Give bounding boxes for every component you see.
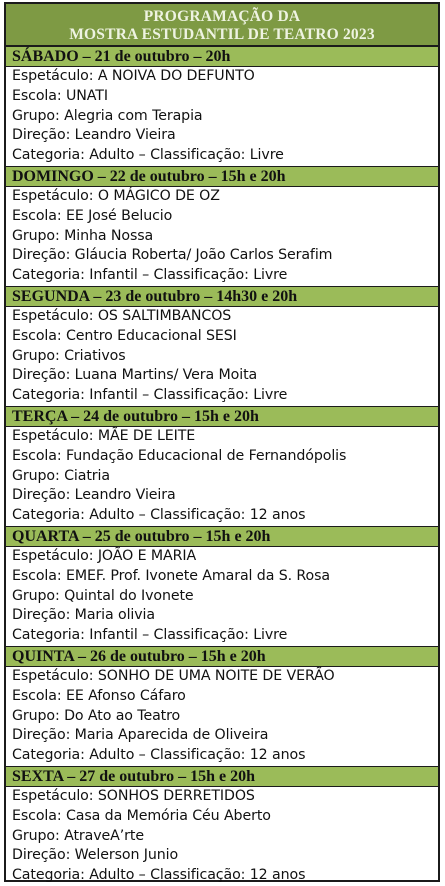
day-header: TERÇA – 24 de outubro – 15h e 20h	[6, 406, 438, 427]
direcao-text: Direção: Welerson Junio	[12, 847, 179, 864]
grupo-text: Grupo: AtraveA’rte	[12, 827, 145, 844]
day-block-quinta	[6, 646, 438, 766]
day-entry	[6, 667, 438, 766]
categoria-text: Categoria: Adulto – Classificação: 12 anos	[12, 867, 306, 884]
escola-text: Escola: Fundação Educacional de Fernandópolis	[12, 447, 347, 464]
day-header: SEGUNDA – 23 de outubro – 14h30 e 20h	[6, 286, 438, 307]
day-entry	[6, 187, 438, 286]
escola-text: Escola: EE José Belucio	[12, 207, 173, 224]
direcao-text: Direção: Gláucia Roberta/ João Carlos Serafim	[12, 247, 333, 264]
categoria-text: Categoria: Infantil – Classificação: Livre	[12, 627, 288, 644]
espetaculo-text: Espetáculo: SONHOS DERRETIDOS	[12, 788, 255, 804]
direcao-text: Direção: Maria Aparecida de Oliveira	[12, 727, 269, 744]
escola-text: Escola: Centro Educacional SESI	[12, 327, 237, 344]
espetaculo-text: Espetáculo: O MÁGICO DE OZ	[12, 188, 220, 204]
day-entry	[6, 547, 438, 646]
grupo-text: Grupo: Quintal do Ivonete	[12, 587, 194, 604]
categoria-text: Categoria: Infantil – Classificação: Livre	[12, 267, 288, 284]
escola-text: Escola: EMEF. Prof. Ivonete Amaral da S. Rosa	[12, 567, 331, 584]
espetaculo-text: Espetáculo: JOÃO E MARIA	[12, 548, 197, 564]
day-block-segunda	[6, 286, 438, 406]
categoria-text: Categoria: Adulto – Classificação: 12 anos	[12, 747, 306, 764]
direcao-text: Direção: Leandro Vieira	[12, 127, 176, 144]
categoria-text: Categoria: Adulto – Classificação: Livre	[12, 147, 284, 164]
espetaculo-text: Espetáculo: MÃE DE LEITE	[12, 428, 196, 444]
day-header: QUARTA – 25 de outubro – 15h e 20h	[6, 526, 438, 547]
day-block-sexta	[6, 766, 438, 886]
day-block-quarta	[6, 526, 438, 646]
title-line-2: MOSTRA ESTUDANTIL DE TEATRO 2023	[69, 26, 375, 43]
escola-text: Escola: EE Afonso Cáfaro	[12, 687, 186, 704]
schedule-title	[6, 4, 438, 46]
day-block-terca	[6, 406, 438, 526]
categoria-text: Categoria: Infantil – Classificação: Livre	[12, 387, 288, 404]
schedule-table	[4, 2, 440, 882]
day-header: SEXTA – 27 de outubro – 15h e 20h	[6, 766, 438, 787]
grupo-text: Grupo: Minha Nossa	[12, 227, 154, 244]
day-header: DOMINGO – 22 de outubro – 15h e 20h	[6, 166, 438, 187]
escola-text: Escola: Casa da Memória Céu Aberto	[12, 807, 271, 824]
title-line-1: PROGRAMAÇÃO DA	[143, 8, 301, 25]
categoria-text: Categoria: Adulto – Classificação: 12 anos	[12, 507, 306, 524]
day-header: SÁBADO – 21 de outubro – 20h	[6, 46, 438, 67]
espetaculo-text: Espetáculo: OS SALTIMBANCOS	[12, 308, 232, 324]
day-entry	[6, 67, 438, 166]
direcao-text: Direção: Maria olivia	[12, 607, 155, 624]
direcao-text: Direção: Luana Martins/ Vera Moita	[12, 367, 258, 384]
day-entry	[6, 307, 438, 406]
day-block-sabado	[6, 46, 438, 166]
escola-text: Escola: UNATI	[12, 87, 108, 104]
day-header: QUINTA – 26 de outubro – 15h e 20h	[6, 646, 438, 667]
day-entry	[6, 787, 438, 886]
grupo-text: Grupo: Ciatria	[12, 467, 110, 484]
espetaculo-text: Espetáculo: SONHO DE UMA NOITE DE VERÃO	[12, 668, 335, 684]
grupo-text: Grupo: Criativos	[12, 347, 126, 364]
grupo-text: Grupo: Alegria com Terapia	[12, 107, 203, 124]
day-block-domingo	[6, 166, 438, 286]
espetaculo-text: Espetáculo: A NOIVA DO DEFUNTO	[12, 68, 255, 84]
grupo-text: Grupo: Do Ato ao Teatro	[12, 707, 181, 724]
day-entry	[6, 427, 438, 526]
direcao-text: Direção: Leandro Vieira	[12, 487, 176, 504]
